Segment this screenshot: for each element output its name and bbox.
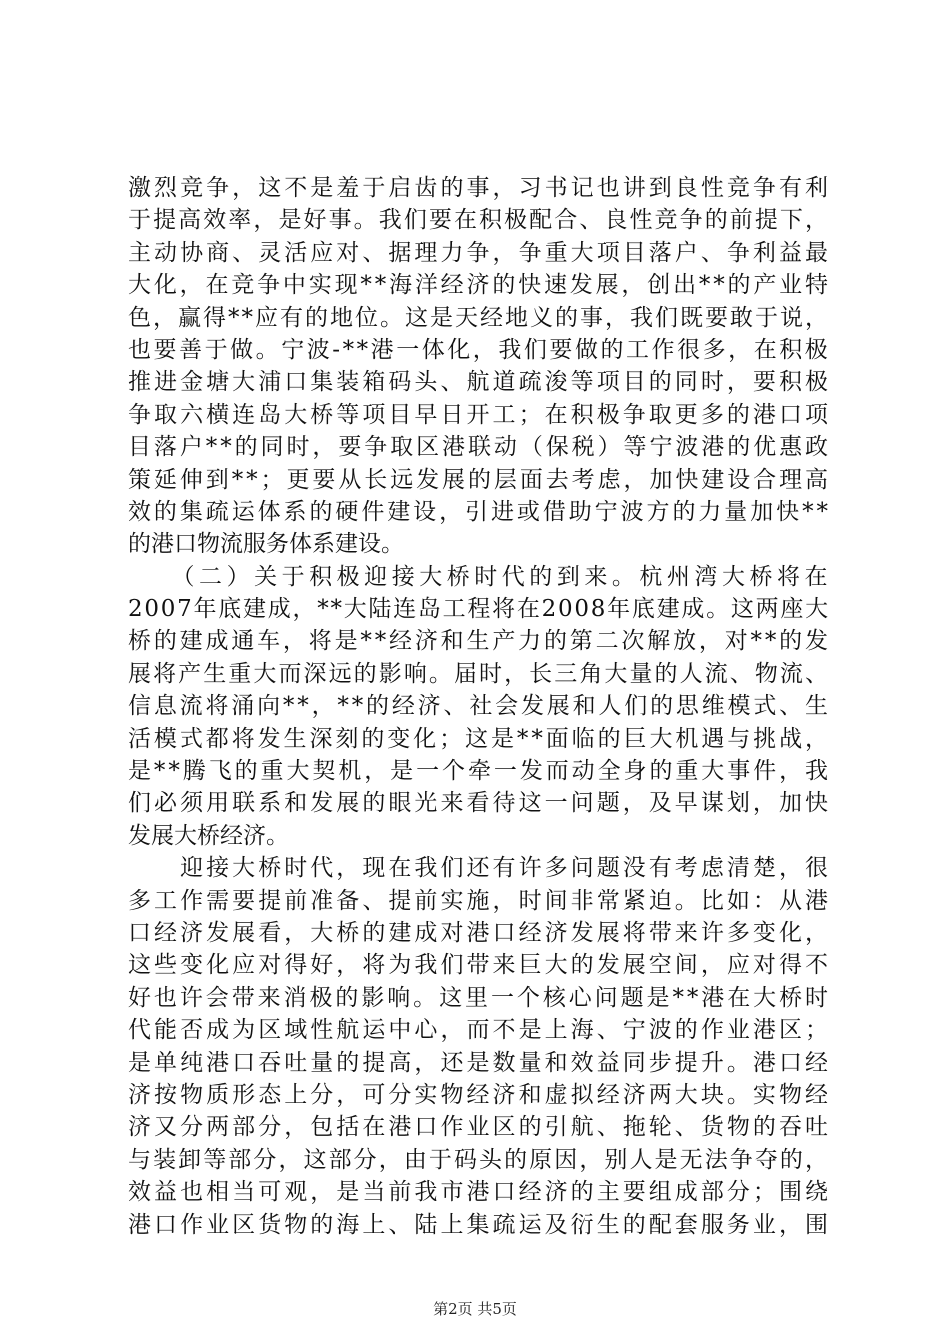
text-line: 效益也相当可观，是当前我市港口经济的主要组成部分；围绕 bbox=[128, 1179, 832, 1206]
paragraph-start-line: （二）关于积极迎接大桥时代的到来。杭州湾大桥将在 bbox=[128, 563, 833, 590]
text-line: 色，赢得**应有的地位。这是天经地义的事，我们既要敢于说， bbox=[128, 304, 830, 331]
text-line: 济又分两部分，包括在港口作业区的引航、拖轮、货物的吞吐 bbox=[128, 1114, 832, 1141]
text-line: 活模式都将发生深刻的变化；这是**面临的巨大机遇与挑战， bbox=[128, 725, 831, 752]
text-line: 目落户**的同时，要争取区港联动（保税）等宁波港的优惠政 bbox=[128, 434, 831, 461]
text-line: 信息流将涌向**，**的经济、社会发展和人们的思维模式、生 bbox=[128, 693, 831, 720]
text-line: 是**腾飞的重大契机，是一个牵一发而动全身的重大事件，我 bbox=[128, 758, 831, 785]
text-line: 争取六横连岛大桥等项目早日开工；在积极争取更多的港口项 bbox=[128, 401, 832, 428]
text-line: 于提高效率，是好事。我们要在积极配合、良性竞争的前提下， bbox=[128, 207, 831, 234]
text-line: 发展大桥经济。 bbox=[128, 822, 289, 849]
text-line: 的港口物流服务体系建设。 bbox=[128, 531, 404, 558]
text-line: 口经济发展看，大桥的建成对港口经济发展将带来许多变化， bbox=[128, 919, 832, 946]
text-line: 济按物质形态上分，可分实物经济和虚拟经济两大块。实物经 bbox=[128, 1081, 832, 1108]
text-line: 展将产生重大而深远的影响。届时，长三角大量的人流、物流、 bbox=[128, 660, 831, 687]
text-line: 桥的建成通车，将是**经济和生产力的第二次解放，对**的发 bbox=[128, 628, 831, 655]
text-line: 好也许会带来消极的影响。这里一个核心问题是**港在大桥时 bbox=[128, 984, 831, 1011]
text-line: 多工作需要提前准备、提前实施，时间非常紧迫。比如：从港 bbox=[128, 887, 832, 914]
text-line: 2007年底建成，**大陆连岛工程将在2008年底建成。这两座大 bbox=[128, 596, 830, 623]
text-line: 策延伸到**；更要从长远发展的层面去考虑，加快建设合理高 bbox=[128, 466, 831, 493]
text-line: 与装卸等部分，这部分，由于码头的原因，别人是无法争夺的， bbox=[128, 1146, 831, 1173]
text-line: 主动协商、灵活应对、据理力争，争重大项目落户、争利益最 bbox=[128, 239, 832, 266]
text-line: 是单纯港口吞吐量的提高，还是数量和效益同步提升。港口经 bbox=[128, 1049, 832, 1076]
text-line: 激烈竞争，这不是羞于启齿的事，习书记也讲到良性竞争有利 bbox=[128, 175, 832, 201]
text-line: 推进金塘大浦口集装箱码头、航道疏浚等项目的同时，要积极 bbox=[128, 369, 832, 396]
paragraph-start-line: 迎接大桥时代，现在我们还有许多问题没有考虑清楚，很 bbox=[128, 855, 832, 882]
text-line: 代能否成为区域性航运中心，而不是上海、宁波的作业港区； bbox=[128, 1017, 832, 1044]
page-number-footer: 第2页 共5页 bbox=[433, 1300, 517, 1318]
text-line: 港口作业区货物的海上、陆上集疏运及衍生的配套服务业，围 bbox=[128, 1211, 832, 1238]
text-line: 效的集疏运体系的硬件建设，引进或借助宁波方的力量加快** bbox=[128, 498, 831, 525]
body-text bbox=[128, 172, 833, 1241]
text-line: 大化，在竞争中实现**海洋经济的快速发展，创出**的产业特 bbox=[128, 272, 831, 299]
text-line: 们必须用联系和发展的眼光来看待这一问题，及早谋划，加快 bbox=[128, 790, 832, 817]
text-line: 也要善于做。宁波-**港一体化，我们要做的工作很多，在积极 bbox=[128, 336, 831, 363]
text-line: 这些变化应对得好，将为我们带来巨大的发展空间，应对得不 bbox=[128, 952, 832, 979]
